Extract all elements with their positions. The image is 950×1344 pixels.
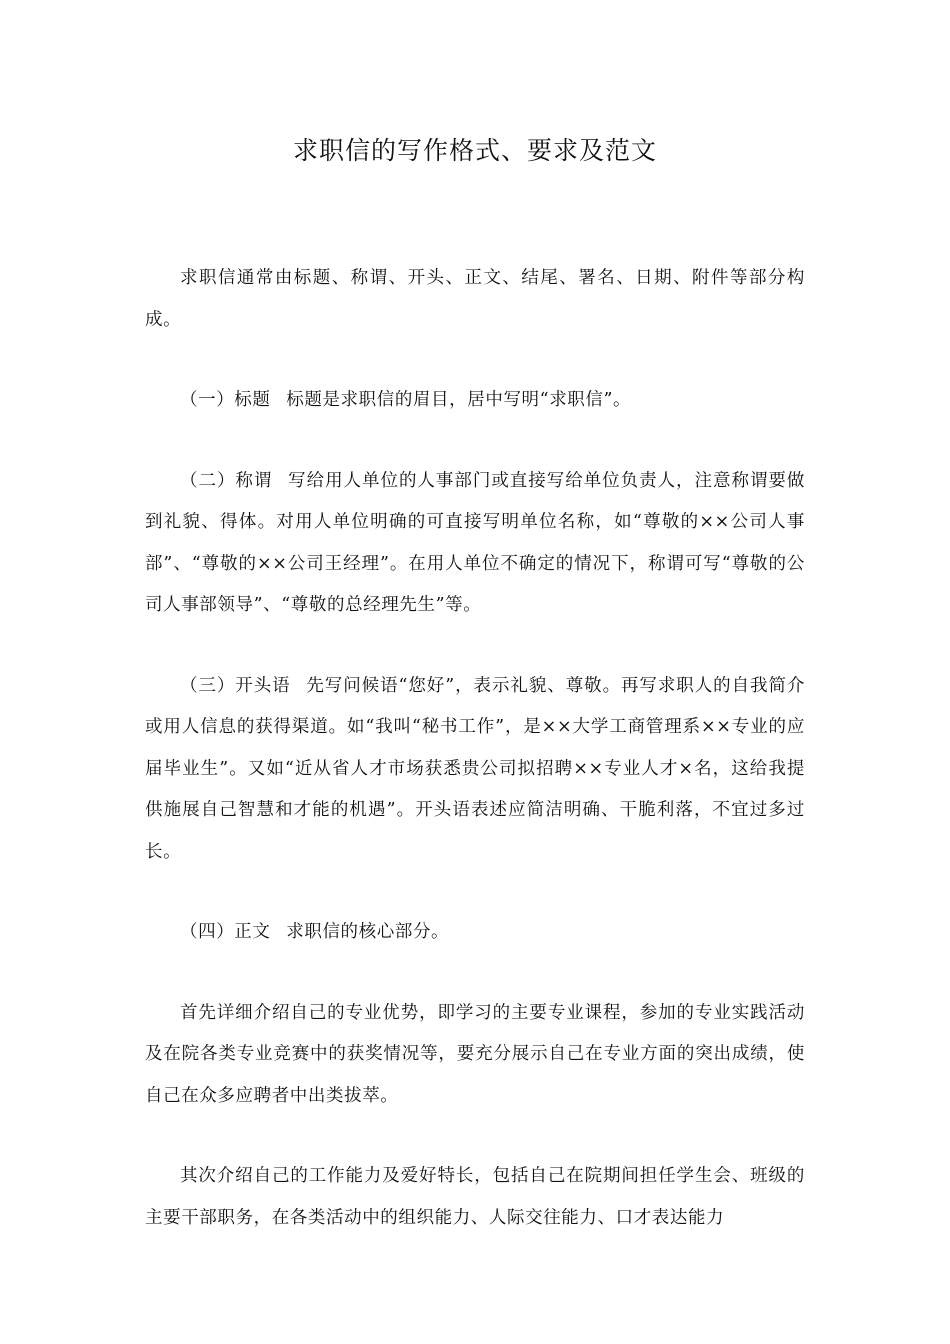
paragraph-text: 首先详细介绍自己的专业优势，即学习的主要专业课程，参加的专业实践活动及在院各类专业竞赛中的获奖情况等，要充分展示自己在专业方面的突出成绩，使自己在众多应聘者中出类拔萃。	[145, 1002, 805, 1106]
paragraph-abilities	[145, 1156, 805, 1239]
paragraph-intro	[145, 258, 805, 341]
document-title: 求职信的写作格式、要求及范文	[292, 136, 657, 165]
paragraph-title-section	[145, 380, 805, 422]
paragraph-salutation-section	[145, 461, 805, 627]
document-body	[145, 258, 805, 1278]
paragraph-text: 其次介绍自己的工作能力及爱好特长，包括自己在院期间担任学生会、班级的主要干部职务，在各类活动中的组织能力、人际交往能力、口才表达能力	[145, 1166, 805, 1228]
paragraph-text: 求职信的核心部分。	[286, 922, 450, 942]
paragraph-opening-section	[145, 666, 805, 874]
section-label: （一）标题	[180, 390, 271, 410]
section-label: （三）开头语	[180, 675, 291, 696]
section-label: （四）正文	[180, 922, 271, 942]
paragraph-body-section	[145, 912, 805, 954]
paragraph-professional-strengths	[145, 993, 805, 1118]
paragraph-text: 写给用人单位的人事部门或直接写给单位负责人，注意称谓要做到礼貌、得体。对用人单位明确的可直接写明单位名称，如“尊敬的××公司人事部”、“尊敬的××公司王经理”。在用人单位不确定的情况下，称谓可写“尊敬的公司人事部领导”、“尊敬的总经理先生”等。	[145, 470, 805, 615]
paragraph-text: 先写问候语“您好”，表示礼貌、尊敬。再写求职人的自我简介或用人信息的获得渠道。如“我叫“秘书工作”，是××大学工商管理系××专业的应届毕业生”。又如“近从省人才市场获悉贵公司拟招聘××专业人才×名，这给我提供施展自己智慧和才能的机遇”。开头语表述应简洁明确、干脆利落，不宜过多过长。	[145, 675, 805, 862]
paragraph-text: 标题是求职信的眉目，居中写明“求职信”。	[286, 390, 632, 410]
section-label: （二）称谓	[180, 470, 273, 491]
paragraph-text: 求职信通常由标题、称谓、开头、正文、结尾、署名、日期、附件等部分构成。	[145, 268, 805, 330]
